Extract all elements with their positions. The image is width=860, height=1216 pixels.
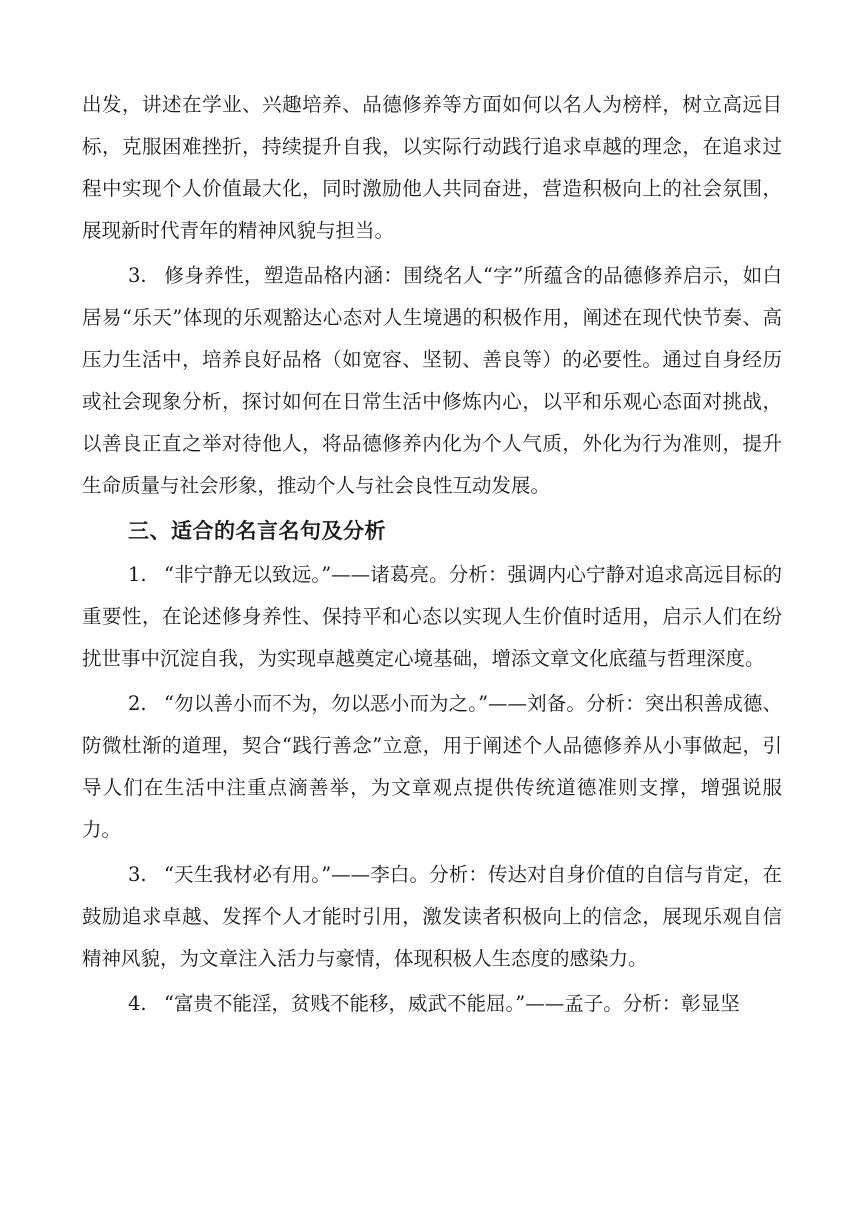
document-page <box>82 84 782 1028</box>
list-item-section2-3 <box>82 255 782 507</box>
list-item-text: “非宁静无以致远。”——诸葛亮。分析：强调内心宁静对追求高远目标的重要性，在论述修身养性、保持平和心态以实现人生价值时适用，启示人们在纷扰世事中沉淀自我，为实现卓越奠定心境基础，增添文章文化底蕴与哲理深度。 <box>82 563 782 670</box>
list-item-text: “富贵不能淫，贫贱不能移，威武不能屈。”——孟子。分析：彰显坚 <box>164 992 740 1015</box>
list-item-quote-4 <box>82 983 782 1025</box>
list-number: 4. <box>128 992 147 1015</box>
section-heading: 三、适合的名言名句及分析 <box>128 519 386 543</box>
list-number: 3. <box>128 264 147 287</box>
list-number: 1. <box>128 563 147 586</box>
list-number: 3. <box>128 863 147 886</box>
list-item-quote-2 <box>82 683 782 851</box>
list-item-quote-3 <box>82 854 782 980</box>
list-item-text: 修身养性，塑造品格内涵：围绕名人“字”所蕴含的品德修养启示，如白居易“乐天”体现的乐观豁达心态对人生境遇的积极作用，阐述在现代快节奏、高压力生活中，培养良好品格（如宽容、坚韧、善良等）的必要性。通过自身经历或社会现象分析，探讨如何在日常生活中修炼内心，以平和乐观心态面对挑战，以善良正直之举对待他人，将品德修养内化为个人气质，外化为行为准则，提升生命质量与社会形象，推动个人与社会良性互动发展。 <box>82 264 782 497</box>
list-item-text: “天生我材必有用。”——李白。分析：传达对自身价值的自信与肯定，在鼓励追求卓越、发挥个人才能时引用，激发读者积极向上的信念，展现乐观自信精神风貌，为文章注入活力与豪情，体现积极人生态度的感染力。 <box>82 863 782 970</box>
paragraph-item2-continuation: 出发，讲述在学业、兴趣培养、品德修养等方面如何以名人为榜样，树立高远目标，克服困难挫折，持续提升自我，以实际行动践行追求卓越的理念，在追求过程中实现个人价值最大化，同时激励他人共同奋进，营造积极向上的社会氛围，展现新时代青年的精神风貌与担当。 <box>82 93 782 242</box>
list-number: 2. <box>128 692 147 715</box>
list-item-quote-1 <box>82 554 782 680</box>
list-item-text: “勿以善小而不为，勿以恶小而为之。”——刘备。分析：突出积善成德、防微杜渐的道理，契合“践行善念”立意，用于阐述个人品德修养从小事做起，引导人们在生活中注重点滴善举，为文章观点提供传统道德准则支撑，增强说服力。 <box>82 692 782 841</box>
